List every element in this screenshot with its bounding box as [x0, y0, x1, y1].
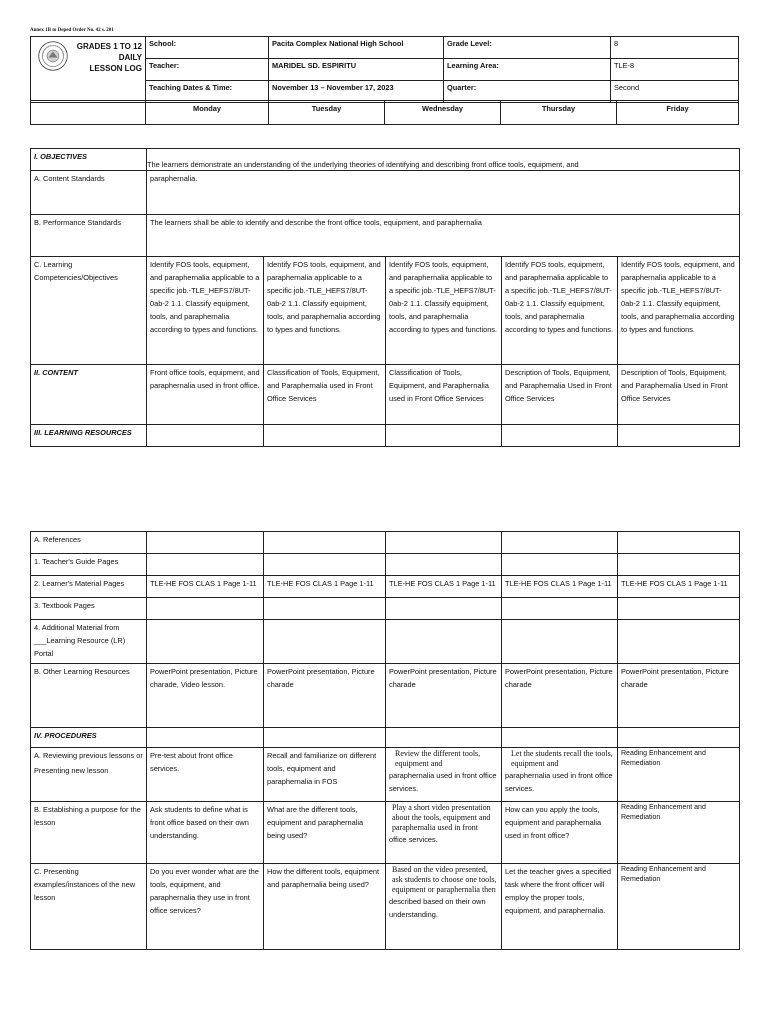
annex-note: Annex 1B to Deped Order No. 42 s. 201 [30, 28, 114, 33]
day-thursday: Thursday [501, 101, 617, 125]
procedure-b-wednesday: Play a short video presentation about the tools, equipment and paraphernalia used in front office services. [386, 802, 502, 864]
content-standards-text: The learners demonstrate an understanding of the underlying theories of identifying and describing front office tools, equipment, and [147, 160, 579, 169]
teacher-value: MARIDEL SD. ESPIRITU [269, 59, 444, 81]
competency-thursday: Identify FOS tools, equipment, and paraphernalia applicable to a specific job.-TLE_HEFS7/8UT-0ab-2 1.1. Classify equipment, tools, and paraphernalia according to types and functions. [502, 257, 618, 365]
other-friday: PowerPoint presentation, Picture charade [618, 664, 740, 728]
content-wednesday: Classification of Tools, Equipment, and Paraphernalia used in Front Office Services [386, 365, 502, 425]
competencies-label: C. Learning Competencies/Objectives [31, 257, 147, 365]
content-standards-label: A. Content Standards [31, 171, 147, 215]
additional-label: 4. Additional Material from ___Learning Resource (LR) Portal [31, 620, 147, 664]
procedure-b-monday: Ask students to define what is front office based on their own understanding. [147, 802, 264, 864]
lm-label: 2. Learner's Material Pages [31, 576, 147, 598]
procedure-b-label: B. Establishing a purpose for the lesson [31, 802, 147, 864]
lm-thursday: TLE-HE FOS CLAS 1 Page 1-11 [502, 576, 618, 598]
day-friday: Friday [617, 101, 739, 125]
area-value: TLE-8 [611, 59, 739, 81]
quarter-label: Quarter: [444, 81, 611, 103]
procedure-a-wednesday: Review the different tools, equipment and paraphernalia used in front office services. [386, 748, 502, 802]
other-wednesday: PowerPoint presentation, Picture charade [386, 664, 502, 728]
objectives-heading: I. OBJECTIVES [31, 149, 147, 171]
competency-friday: Identify FOS tools, equipment, and paraphernalia applicable to a specific job.-TLE_HEFS7/8UT-0ab-2 1.1. Classify equipment, tools, and paraphernalia according to types and functions. [618, 257, 740, 365]
competency-wednesday: Identify FOS tools, equipment, and paraphernalia applicable to a specific job.-TLE_HEFS7/8UT-0ab-2 1.1. Classify equipment, tools, and paraphernalia according to types and functions. [386, 257, 502, 365]
lm-tuesday: TLE-HE FOS CLAS 1 Page 1-11 [264, 576, 386, 598]
procedure-c-wednesday: Based on the video presented, ask students to choose one tools, equipment or paraphernalia then described based on their own understanding. [386, 864, 502, 950]
procedure-c-thursday: Let the teacher gives a specified task where the front officer will employ the proper tools, equipment, and paraphernalia. [502, 864, 618, 950]
resources-table [30, 531, 740, 950]
dates-value: November 13 – November 17, 2023 [269, 81, 444, 103]
brand-cell [31, 37, 146, 103]
day-row-table [30, 100, 739, 125]
other-label: B. Other Learning Resources [31, 664, 147, 728]
teacher-label: Teacher: [146, 59, 269, 81]
lm-monday: TLE-HE FOS CLAS 1 Page 1-11 [147, 576, 264, 598]
content-tuesday: Classification of Tools, Equipment, and Paraphernalia used in Front Office Services [264, 365, 386, 425]
competency-monday: Identify FOS tools, equipment, and paraphernalia applicable to a specific job.-TLE_HEFS7/8UT-0ab-2 1.1. Classify equipment, tools, and paraphernalia according to types and functions. [147, 257, 264, 365]
procedures-heading: IV. PROCEDURES [31, 728, 147, 748]
performance-label: B. Performance Standards [31, 215, 147, 257]
procedure-a-thursday: Let the students recall the tools, equipment and paraphernalia used in front office services. [502, 748, 618, 802]
textbook-label: 3. Textbook Pages [31, 598, 147, 620]
area-label: Learning Area: [444, 59, 611, 81]
procedure-a-tuesday: Recall and familiarize on different tools, equipment and paraphernalia in FOS [264, 748, 386, 802]
deped-seal-icon [38, 41, 68, 71]
competency-tuesday: Identify FOS tools, equipment, and paraphernalia applicable to a specific job.-TLE_HEFS7/8UT-0ab-2 1.1. Classify equipment, tools, and paraphernalia according to types and functions. [264, 257, 386, 365]
grade-label: Grade Level: [444, 37, 611, 59]
procedure-b-tuesday: What are the different tools, equipment and paraphernalia being used? [264, 802, 386, 864]
procedure-b-thursday: How can you apply the tools, equipment and paraphernalia used in front office? [502, 802, 618, 864]
day-blank [31, 101, 146, 125]
procedure-c-label: C. Presenting examples/instances of the new lesson [31, 864, 147, 950]
other-monday: PowerPoint presentation, Picture charade, Video lesson. [147, 664, 264, 728]
procedure-c-monday: Do you ever wonder what are the tools, equipment, and paraphernalia they use in front office services? [147, 864, 264, 950]
resources-heading: III. LEARNING RESOURCES [31, 425, 147, 447]
procedure-c-tuesday: How the different tools, equipment and paraphernalia being used? [264, 864, 386, 950]
procedure-a-monday: Pre-test about front office services. [147, 748, 264, 802]
performance-text: The learners shall be able to identify and describe the front office tools, equipment, and paraphernalia [147, 215, 740, 257]
references-label: A. References [31, 532, 147, 554]
content-monday: Front office tools, equipment, and paraphernalia used in front office. [147, 365, 264, 425]
form-title: GRADES 1 TO 12 DAILY LESSON LOG [76, 42, 142, 73]
lm-wednesday: TLE-HE FOS CLAS 1 Page 1-11 [386, 576, 502, 598]
procedure-a-friday: Reading Enhancement and Remediation [618, 748, 740, 802]
header-table [30, 36, 739, 103]
other-thursday: PowerPoint presentation, Picture charade [502, 664, 618, 728]
quarter-value: Second [611, 81, 739, 103]
grade-value: 8 [611, 37, 739, 59]
objectives-table [30, 148, 740, 447]
day-wednesday: Wednesday [385, 101, 501, 125]
dates-label: Teaching Dates & Time: [146, 81, 269, 103]
procedure-a-label: A. Reviewing previous lessons or Presenting new lesson [31, 748, 147, 802]
day-monday: Monday [146, 101, 269, 125]
tg-label: 1. Teacher's Guide Pages [31, 554, 147, 576]
procedure-b-friday: Reading Enhancement and Remediation [618, 802, 740, 864]
lm-friday: TLE-HE FOS CLAS 1 Page 1-11 [618, 576, 740, 598]
content-thursday: Description of Tools, Equipment, and Paraphernalia Used in Front Office Services [502, 365, 618, 425]
content-friday: Description of Tools, Equipment, and Paraphernalia Used in Front Office Services [618, 365, 740, 425]
day-tuesday: Tuesday [269, 101, 385, 125]
other-tuesday: PowerPoint presentation, Picture charade [264, 664, 386, 728]
school-value: Pacita Complex National High School [269, 37, 444, 59]
content-standards-cont: paraphernalia. [147, 171, 740, 215]
content-heading: II. CONTENT [31, 365, 147, 425]
school-label: School: [146, 37, 269, 59]
procedure-c-friday: Reading Enhancement and Remediation [618, 864, 740, 950]
